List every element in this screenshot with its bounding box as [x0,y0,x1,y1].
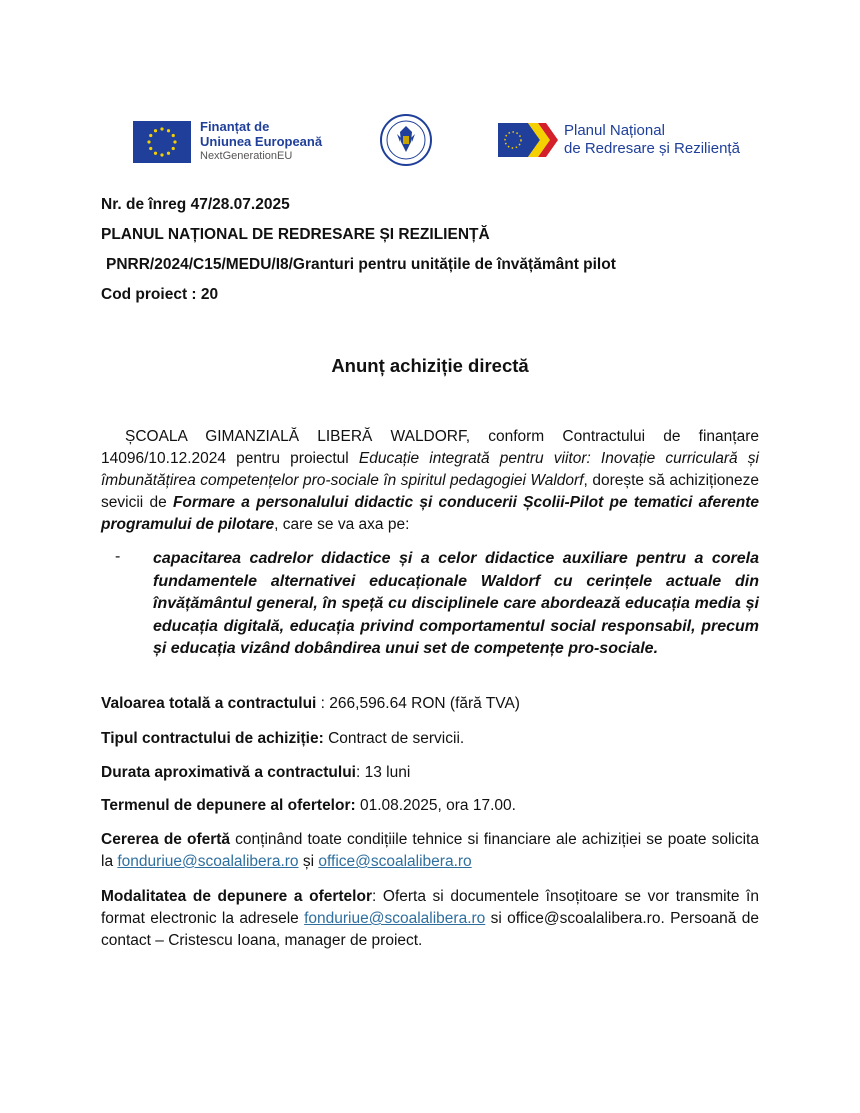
intro-text-3: , care se va axa pe: [274,516,410,533]
service-name: Formare a personalului didactic și conducerii Școlii-Pilot pe tematici aferente programului de pilotare [101,494,759,533]
pnrr-line-1: Planul Național [564,122,665,139]
contract-duration-label: Durata aproximativă a contractului [101,764,356,781]
eu-star [147,140,150,143]
offer-request-and: și [298,853,319,870]
pnrr-logo [498,122,740,158]
contract-type-text: Contract de servicii. [323,730,465,747]
eu-flag-icon [133,121,191,163]
eu-line-2: Uniunea Europeană [200,134,323,149]
offer-deadline [101,797,759,815]
pnrr-text [564,122,740,158]
eu-star [149,133,152,136]
bullet-dash: - [115,548,121,565]
contract-type-label: Tipul contractului de achiziție: [101,730,324,747]
logo-bar [0,108,860,178]
contract-value-text: : 266,596.64 RON (fără TVA) [316,695,520,712]
program-name: PLANUL NAȚIONAL DE REDRESARE ȘI REZILIENȚĂ [101,226,490,243]
page-title: Anunț achiziție directă [331,355,529,376]
offer-request-paragraph [101,829,759,873]
eu-star [167,129,170,132]
list-item [115,548,759,661]
contract-duration-text: : 13 luni [355,764,411,781]
submission-paragraph [101,886,759,952]
contract-value [101,695,759,713]
intro-text-2: , dorește să achiziționeze sevicii de [101,472,760,511]
eu-star [154,129,157,132]
eu-line-3: NextGenerationEU [200,150,293,162]
email-link-office[interactable]: office@scoalalibera.ro [318,853,472,870]
offer-request-label: Cererea de ofertă [101,831,231,848]
pnrr-flag-arrow-icon [498,123,558,157]
eu-star [160,153,163,156]
submission-text-2: si office@scoalalibera.ro. Persoană de contact – Cristescu Ioana, manager de proiect. [101,910,759,949]
registration-number: Nr. de înreg 47/28.07.2025 [101,196,290,213]
offer-deadline-label: Termenul de depunere al ofertelor: [101,797,356,814]
bullet-text: capacitarea cadrelor didactice și a celor didactice auxiliare pentru a corela fundamentele alternativei educaționale Waldorf cu cerințele actuale din învățământul general, în speță cu disciplinele care abordează educația media și educația digitală, educația privind comportamentul social responsabil, precum și educația vizând dobândirea unui set de competențe pro-sociale. [153,550,759,657]
eu-star [172,146,175,149]
eu-star [167,151,170,154]
eu-line-1: Finanțat de [200,119,270,134]
submission-label: Modalitatea de depunere a ofertelor [101,888,372,905]
contract-type [101,730,759,748]
project-name: Educație integrată pentru viitor: Inovație curriculară și îmbunătățirea competențelor pro-sociale în spiritul pedagogiei Waldorf [101,450,759,489]
eu-star [154,151,157,154]
eu-star [149,146,152,149]
intro-paragraph [101,426,759,536]
project-code: Cod proiect : 20 [101,286,219,303]
eu-star [172,133,175,136]
contract-duration [101,764,759,782]
email-link-fonduriue[interactable]: fonduriue@scoalalibera.ro [117,853,299,870]
eu-star [173,140,176,143]
contract-value-label: Valoarea totală a contractului [101,695,317,712]
grant-reference: PNRR/2024/C15/MEDU/I8/Granturi pentru unitățile de învățământ pilot [106,256,616,273]
eu-funding-logo [133,119,322,164]
offer-request-text: conținând toate condițiile tehnice si financiare ale achiziției se poate solicita la [101,831,759,870]
eu-star [160,127,163,130]
pnrr-line-2: de Redresare și Reziliență [564,140,740,157]
offer-deadline-text: 01.08.2025, ora 17.00. [355,797,516,814]
intro-text-1: ȘCOALA GIMANZIALĂ LIBERĂ WALDORF, conform Contractului de finanțare 14096/10.12.2024 pentru proiectul [101,428,759,467]
eu-funding-text [200,119,322,164]
government-of-romania-seal-icon [379,112,433,168]
submission-text-1: : Oferta si documentele însoțitoare se vor transmite în format electronic la adresele [101,888,759,927]
email-link-fonduriue-2[interactable]: fonduriue@scoalalibera.ro [304,910,486,927]
